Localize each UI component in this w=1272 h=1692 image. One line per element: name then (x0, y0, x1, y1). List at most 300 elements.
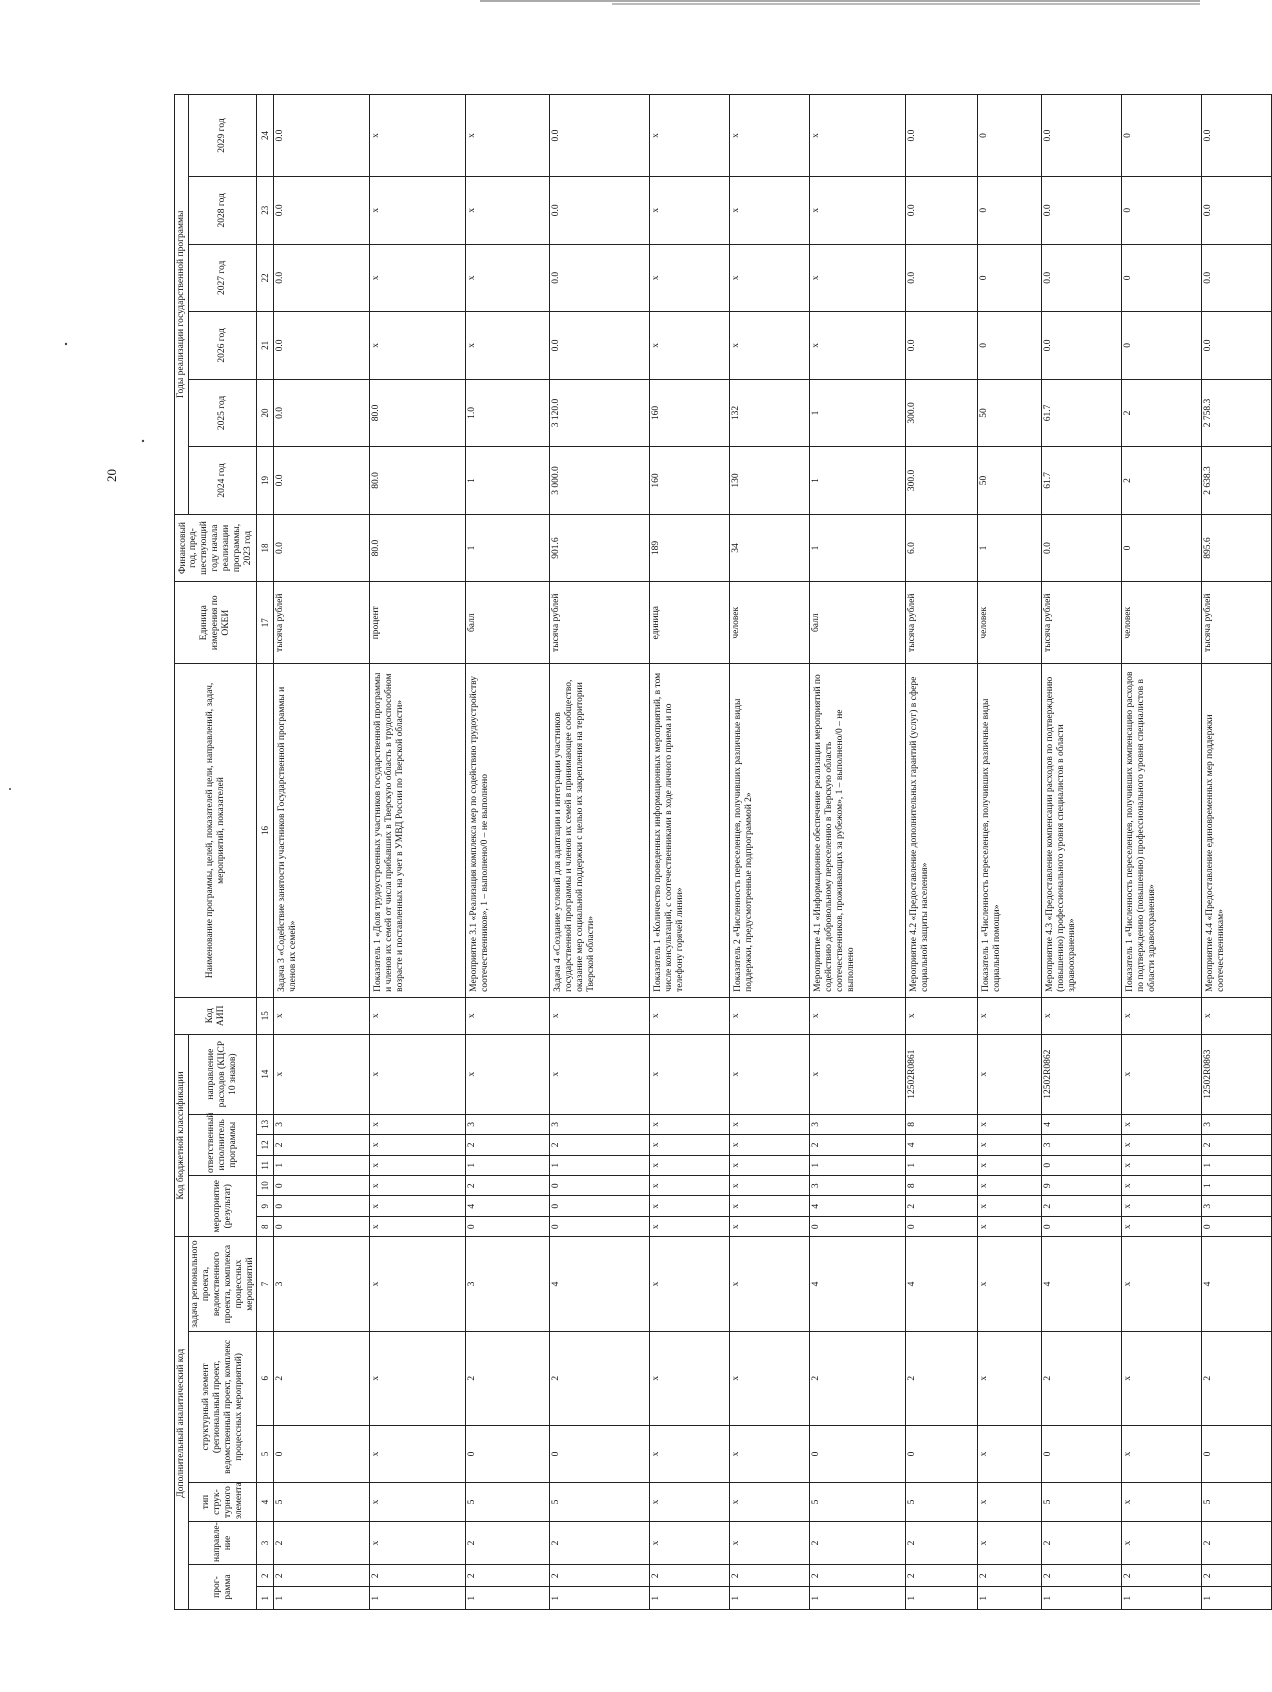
code-cell: x (1122, 1114, 1202, 1134)
value-cell: 160 (650, 379, 730, 447)
code-cell: 1 (370, 1587, 466, 1610)
table-row (810, 95, 906, 1610)
code-cell: x (730, 1034, 810, 1114)
column-number: 13 (257, 1114, 274, 1134)
code-cell: x (1122, 1425, 1202, 1482)
value-cell: 0.0 (1202, 312, 1272, 380)
code-cell: 1 (1202, 1587, 1272, 1610)
code-cell: 2 (550, 1135, 650, 1155)
table-row (370, 95, 466, 1610)
row-name: Мероприятие 4.4 «Предоставление единовременных мер поддержки соотечественникам» (1202, 664, 1272, 998)
header-2028: 2028 год (188, 177, 257, 245)
code-cell: x (550, 1034, 650, 1114)
row-unit: человек (730, 582, 810, 664)
code-cell: x (730, 1155, 810, 1175)
value-cell: 1 (810, 379, 906, 447)
row-name: Мероприятие 4.3 «Предоставление компенсации расходов по подтверждению (повышению) профессионального уровня специалистов в области здравоохранения» (1042, 664, 1122, 998)
value-cell: 895.6 (1202, 514, 1272, 582)
value-cell: x (730, 95, 810, 177)
code-cell: 2 (650, 1564, 730, 1587)
column-number: 19 (257, 447, 274, 515)
value-cell: x (466, 95, 550, 177)
column-number: 11 (257, 1155, 274, 1175)
value-cell: 1 (978, 514, 1042, 582)
code-cell: 12502R0863 (1202, 1034, 1272, 1114)
column-number: 15 (257, 997, 274, 1034)
code-cell: x (370, 1237, 466, 1331)
code-cell: 2 (906, 1196, 978, 1216)
code-cell: 1 (1202, 1155, 1272, 1175)
value-cell: 0.0 (1202, 177, 1272, 245)
code-cell: x (978, 1483, 1042, 1522)
code-cell: x (730, 997, 810, 1034)
code-cell: 1 (274, 1155, 370, 1175)
row-unit: балл (810, 582, 906, 664)
code-cell: x (650, 1155, 730, 1175)
code-cell: 1 (1122, 1587, 1202, 1610)
row-unit: тысяча рублей (1042, 582, 1122, 664)
column-number: 22 (257, 244, 274, 312)
code-cell: x (370, 997, 466, 1034)
code-cell: x (650, 1176, 730, 1196)
table-row (1202, 95, 1272, 1610)
code-cell: 4 (1042, 1237, 1122, 1331)
code-cell: x (978, 1196, 1042, 1216)
code-cell: x (370, 1216, 466, 1236)
column-number: 21 (257, 312, 274, 380)
code-cell: 0 (810, 1425, 906, 1482)
row-unit: тысяча рублей (550, 582, 650, 664)
code-cell: x (650, 1425, 730, 1482)
code-cell: x (274, 1034, 370, 1114)
code-cell: 5 (274, 1483, 370, 1522)
code-cell: 4 (550, 1237, 650, 1331)
code-cell: 8 (906, 1176, 978, 1196)
code-cell: 1 (466, 1587, 550, 1610)
code-cell: x (650, 1521, 730, 1564)
code-cell: 3 (1202, 1196, 1272, 1216)
code-cell: x (730, 1135, 810, 1155)
code-cell: x (650, 997, 730, 1034)
code-cell: x (978, 1237, 1042, 1331)
row-unit: человек (978, 582, 1042, 664)
code-cell: 2 (550, 1564, 650, 1587)
code-cell: 4 (1042, 1114, 1122, 1134)
value-cell: 80.0 (370, 379, 466, 447)
code-cell: 2 (1122, 1564, 1202, 1587)
value-cell: x (466, 244, 550, 312)
code-cell: 2 (466, 1564, 550, 1587)
column-number: 7 (257, 1237, 274, 1331)
code-cell: x (978, 1114, 1042, 1134)
code-cell: 2 (906, 1564, 978, 1587)
code-cell: x (978, 1331, 1042, 1425)
header-direction: направле-ние (188, 1521, 257, 1564)
value-cell: 0 (978, 177, 1042, 245)
value-cell: x (730, 312, 810, 380)
code-cell: x (730, 1216, 810, 1236)
code-cell: 0 (274, 1176, 370, 1196)
value-cell: 2 758.3 (1202, 379, 1272, 447)
table-row (730, 95, 810, 1610)
code-cell: 1 (1042, 1587, 1122, 1610)
header-struct-element: структурный элемент (региональный проект, ведомственный проект, комплекс процессных мероприятий) (188, 1331, 257, 1482)
code-cell: 2 (274, 1135, 370, 1155)
code-cell: x (370, 1155, 466, 1175)
table-row (550, 95, 650, 1610)
table-row (906, 95, 978, 1610)
row-name: Задача 3 «Содействие занятости участников Государственной программы и членов их семей» (274, 664, 370, 998)
code-cell: x (978, 1216, 1042, 1236)
code-cell: x (978, 1176, 1042, 1196)
code-cell: 1 (466, 1155, 550, 1175)
code-cell: 12502R0862 (1042, 1034, 1122, 1114)
code-cell: 5 (810, 1483, 906, 1522)
code-cell: x (1122, 1176, 1202, 1196)
row-name: Показатель 1 «Количество проведенных информационных мероприятий, в том числе консультаций, с соотечественниками в ходе личного приема и по телефону горячей линии» (650, 664, 730, 998)
value-cell: 0 (1122, 95, 1202, 177)
value-cell: 0 (978, 244, 1042, 312)
value-cell: x (650, 177, 730, 245)
value-cell: x (810, 177, 906, 245)
code-cell: x (978, 1425, 1042, 1482)
code-cell: 0 (1042, 1425, 1122, 1482)
code-cell: 2 (274, 1521, 370, 1564)
code-cell: 0 (1202, 1216, 1272, 1236)
code-cell: x (1122, 1034, 1202, 1114)
code-cell: x (730, 1114, 810, 1134)
value-cell: 2 (1122, 379, 1202, 447)
code-cell: 3 (274, 1114, 370, 1134)
value-cell: 0.0 (1202, 244, 1272, 312)
value-cell: 0.0 (1202, 95, 1272, 177)
code-cell: 2 (906, 1331, 978, 1425)
code-cell: 3 (1042, 1135, 1122, 1155)
value-cell: 50 (978, 379, 1042, 447)
code-cell: x (370, 1196, 466, 1216)
code-cell: x (730, 1425, 810, 1482)
header-struct-type: тип струк-турного элемента (188, 1483, 257, 1522)
code-cell: 2 (370, 1564, 466, 1587)
code-cell: x (810, 997, 906, 1034)
header-name: Наименование программы, целей, показателей цели, направлений, задач, мероприятий, показателей (175, 664, 257, 998)
value-cell: 0.0 (274, 379, 370, 447)
column-number: 24 (257, 95, 274, 177)
code-cell: 1 (810, 1587, 906, 1610)
code-cell: 2 (274, 1331, 370, 1425)
code-cell: x (1042, 997, 1122, 1034)
code-cell: 3 (1202, 1114, 1272, 1134)
code-cell: 4 (906, 1237, 978, 1331)
value-cell: 0 (1122, 312, 1202, 380)
value-cell: 50 (978, 447, 1042, 515)
table-row (466, 95, 550, 1610)
value-cell: x (466, 177, 550, 245)
row-unit: балл (466, 582, 550, 664)
code-cell: 2 (1042, 1521, 1122, 1564)
header-aip: Код АИП (175, 997, 257, 1034)
code-cell: 2 (1202, 1564, 1272, 1587)
code-cell: x (1122, 1237, 1202, 1331)
code-cell: 2 (978, 1564, 1042, 1587)
header-program: прог-рамма (188, 1564, 257, 1609)
column-number: 9 (257, 1196, 274, 1216)
column-number: 1 (257, 1587, 274, 1610)
column-number: 18 (257, 514, 274, 582)
table-body (274, 95, 1272, 1610)
code-cell: 2 (1202, 1521, 1272, 1564)
code-cell: x (370, 1135, 466, 1155)
code-cell: 5 (550, 1483, 650, 1522)
value-cell: 0.0 (274, 312, 370, 380)
table-row (1042, 95, 1122, 1610)
code-cell: x (730, 1196, 810, 1216)
value-cell: 0.0 (274, 447, 370, 515)
value-cell: 0.0 (550, 312, 650, 380)
row-unit: человек (1122, 582, 1202, 664)
header-analytic-code: Дополнительный аналитический код (175, 1237, 189, 1610)
column-number: 10 (257, 1176, 274, 1196)
code-cell: x (1122, 1155, 1202, 1175)
code-cell: 0 (550, 1425, 650, 1482)
code-cell: x (1122, 997, 1202, 1034)
code-cell: x (650, 1237, 730, 1331)
header-expense: направление расходов (КЦСР 10 знаков) (188, 1034, 257, 1114)
header-2024: 2024 год (188, 447, 257, 515)
code-cell: 2 (810, 1135, 906, 1155)
value-cell: 0.0 (274, 95, 370, 177)
code-cell: 1 (274, 1587, 370, 1610)
code-cell: 3 (810, 1114, 906, 1134)
row-unit: процент (370, 582, 466, 664)
value-cell: 0.0 (274, 177, 370, 245)
value-cell: 0.0 (1042, 95, 1122, 177)
value-cell: 0.0 (550, 244, 650, 312)
code-cell: 0 (550, 1196, 650, 1216)
code-cell: x (370, 1034, 466, 1114)
code-cell: 5 (906, 1483, 978, 1522)
header-2025: 2025 год (188, 379, 257, 447)
column-number: 14 (257, 1034, 274, 1114)
value-cell: 0.0 (1042, 312, 1122, 380)
code-cell: x (810, 1034, 906, 1114)
code-cell: 2 (550, 1331, 650, 1425)
code-cell: 3 (274, 1237, 370, 1331)
code-cell: 1 (810, 1155, 906, 1175)
value-cell: x (650, 244, 730, 312)
code-cell: 3 (550, 1114, 650, 1134)
code-cell: 3 (466, 1114, 550, 1134)
code-cell: x (370, 1521, 466, 1564)
code-cell: x (978, 1521, 1042, 1564)
code-cell: 1 (650, 1587, 730, 1610)
value-cell: x (370, 95, 466, 177)
value-cell: 0 (978, 312, 1042, 380)
code-cell: x (274, 997, 370, 1034)
value-cell: x (370, 177, 466, 245)
table-row (1122, 95, 1202, 1610)
row-unit: тысяча рублей (1202, 582, 1272, 664)
code-cell: 2 (274, 1564, 370, 1587)
value-cell: 2 638.3 (1202, 447, 1272, 515)
code-cell: 12502R0861 (906, 1034, 978, 1114)
code-cell: 2 (466, 1135, 550, 1155)
value-cell: x (810, 312, 906, 380)
code-cell: x (1122, 1331, 1202, 1425)
code-cell: x (650, 1135, 730, 1155)
code-cell: 2 (906, 1521, 978, 1564)
code-cell: x (730, 1237, 810, 1331)
code-cell: 2 (550, 1521, 650, 1564)
code-cell: 2 (1202, 1135, 1272, 1155)
code-cell: x (978, 1135, 1042, 1155)
value-cell: 0.0 (1042, 514, 1122, 582)
value-cell: 3 000.0 (550, 447, 650, 515)
code-cell: x (650, 1114, 730, 1134)
column-number: 20 (257, 379, 274, 447)
code-cell: 4 (466, 1196, 550, 1216)
value-cell: 0.0 (550, 177, 650, 245)
code-cell: 2 (1202, 1331, 1272, 1425)
value-cell: x (466, 312, 550, 380)
code-cell: 2 (1042, 1564, 1122, 1587)
code-cell: 1 (550, 1155, 650, 1175)
code-cell: 2 (466, 1176, 550, 1196)
code-cell: 0 (1042, 1216, 1122, 1236)
row-name: Мероприятие 4.2 «Предоставление дополнительных гарантий (услуг) в сфере социальной защиты населения» (906, 664, 978, 998)
value-cell: 1.0 (466, 379, 550, 447)
code-cell: x (650, 1331, 730, 1425)
column-number: 12 (257, 1135, 274, 1155)
code-cell: x (730, 1176, 810, 1196)
code-cell: 0 (810, 1216, 906, 1236)
code-cell: x (370, 1176, 466, 1196)
program-table (174, 94, 1272, 1610)
code-cell: x (650, 1034, 730, 1114)
code-cell: 0 (274, 1196, 370, 1216)
code-cell: 2 (810, 1564, 906, 1587)
header-executor: ответственный исполнитель программы (188, 1114, 257, 1175)
header-years: Годы реализации государственной программы (175, 95, 189, 515)
value-cell: x (370, 244, 466, 312)
code-cell: 5 (466, 1483, 550, 1522)
value-cell: 0 (1122, 244, 1202, 312)
value-cell: 0.0 (1042, 244, 1122, 312)
code-cell: x (370, 1483, 466, 1522)
row-name: Мероприятие 4.1 «Информационное обеспечение реализации мероприятий по содействию добровольному переселению в Тверскую область соотечественников, проживающих за рубежом», 1 – выполнено/0 – не выполнено (810, 664, 906, 998)
header-budget-code: Код бюджетной классификации (175, 1034, 189, 1237)
value-cell: x (730, 244, 810, 312)
value-cell: 3 120.0 (550, 379, 650, 447)
code-cell: 2 (730, 1564, 810, 1587)
code-cell: 4 (810, 1237, 906, 1331)
code-cell: 3 (810, 1176, 906, 1196)
code-cell: x (650, 1196, 730, 1216)
table-row (274, 95, 370, 1610)
value-cell: 0.0 (274, 244, 370, 312)
code-cell: 0 (1202, 1425, 1272, 1482)
value-cell: x (730, 177, 810, 245)
column-number: 5 (257, 1425, 274, 1482)
code-cell: 1 (550, 1587, 650, 1610)
header-2029: 2029 год (188, 95, 257, 177)
value-cell: 0.0 (1042, 177, 1122, 245)
row-name: Мероприятие 3.1 «Реализация комплекса мер по содействию трудоустройству соотечественников», 1 – выполнено/0 – не выполнено (466, 664, 550, 998)
code-cell: 1 (978, 1587, 1042, 1610)
value-cell: 300.0 (906, 447, 978, 515)
code-cell: 0 (466, 1425, 550, 1482)
value-cell: 0.0 (274, 514, 370, 582)
code-cell: 0 (550, 1176, 650, 1196)
header-fin-year: Финансовый год, пред-шествующий году начала реализации программы, 2023 год (175, 514, 257, 582)
code-cell: 1 (906, 1155, 978, 1175)
row-name: Показатель 1 «Численность переселенцев, получивших различные виды социальной помощи» (978, 664, 1042, 998)
value-cell: 0.0 (550, 95, 650, 177)
table-row (978, 95, 1042, 1610)
code-cell: 1 (906, 1587, 978, 1610)
column-number-row (257, 95, 274, 1610)
code-cell: 2 (810, 1521, 906, 1564)
value-cell: 901.6 (550, 514, 650, 582)
code-cell: x (1122, 1216, 1202, 1236)
column-number: 16 (257, 664, 274, 998)
row-name: Показатель 2 «Численность переселенцев, получивших различные виды поддержки, предусмотренные подпрограммой 2» (730, 664, 810, 998)
value-cell: 0.0 (906, 312, 978, 380)
value-cell: 80.0 (370, 514, 466, 582)
row-unit: тысяча рублей (274, 582, 370, 664)
code-cell: 0 (274, 1216, 370, 1236)
value-cell: x (810, 95, 906, 177)
table-row (650, 95, 730, 1610)
code-cell: 0 (906, 1425, 978, 1482)
code-cell: x (978, 1155, 1042, 1175)
column-number: 17 (257, 582, 274, 664)
value-cell: 132 (730, 379, 810, 447)
code-cell: 4 (810, 1196, 906, 1216)
row-name: Задача 4 «Создание условий для адаптации и интеграции участников государственной программы и членов их семей в принимающее сообщество, оказание мер социальной поддержки с целью их закрепления на территории Тверской области» (550, 664, 650, 998)
value-cell: 80.0 (370, 447, 466, 515)
row-name: Показатель 1 «Численность переселенцев, получивших компенсацию расходов по подтверждению (повышению) профессионального уровня специалистов в области здравоохранения» (1122, 664, 1202, 998)
column-number: 3 (257, 1521, 274, 1564)
page-number: 20 (104, 469, 119, 482)
code-cell: 2 (466, 1521, 550, 1564)
value-cell: 2 (1122, 447, 1202, 515)
value-cell: 0 (1122, 514, 1202, 582)
code-cell: x (466, 997, 550, 1034)
row-unit: тысяча рублей (906, 582, 978, 664)
code-cell: x (1202, 997, 1272, 1034)
code-cell: 2 (466, 1331, 550, 1425)
value-cell: 0.0 (906, 177, 978, 245)
value-cell: 61.7 (1042, 379, 1122, 447)
rotated-table-container (174, 94, 1227, 1610)
code-cell: x (650, 1216, 730, 1236)
code-cell: x (1122, 1135, 1202, 1155)
code-cell: x (466, 1034, 550, 1114)
header-activity: мероприятие (результат) (188, 1176, 257, 1237)
column-number: 2 (257, 1564, 274, 1587)
code-cell: 4 (906, 1135, 978, 1155)
code-cell: x (370, 1425, 466, 1482)
value-cell: x (650, 95, 730, 177)
value-cell: 34 (730, 514, 810, 582)
value-cell: 0 (978, 95, 1042, 177)
value-cell: 0 (1122, 177, 1202, 245)
value-cell: 1 (810, 514, 906, 582)
value-cell: 0.0 (906, 95, 978, 177)
value-cell: 1 (466, 447, 550, 515)
header-2027: 2027 год (188, 244, 257, 312)
